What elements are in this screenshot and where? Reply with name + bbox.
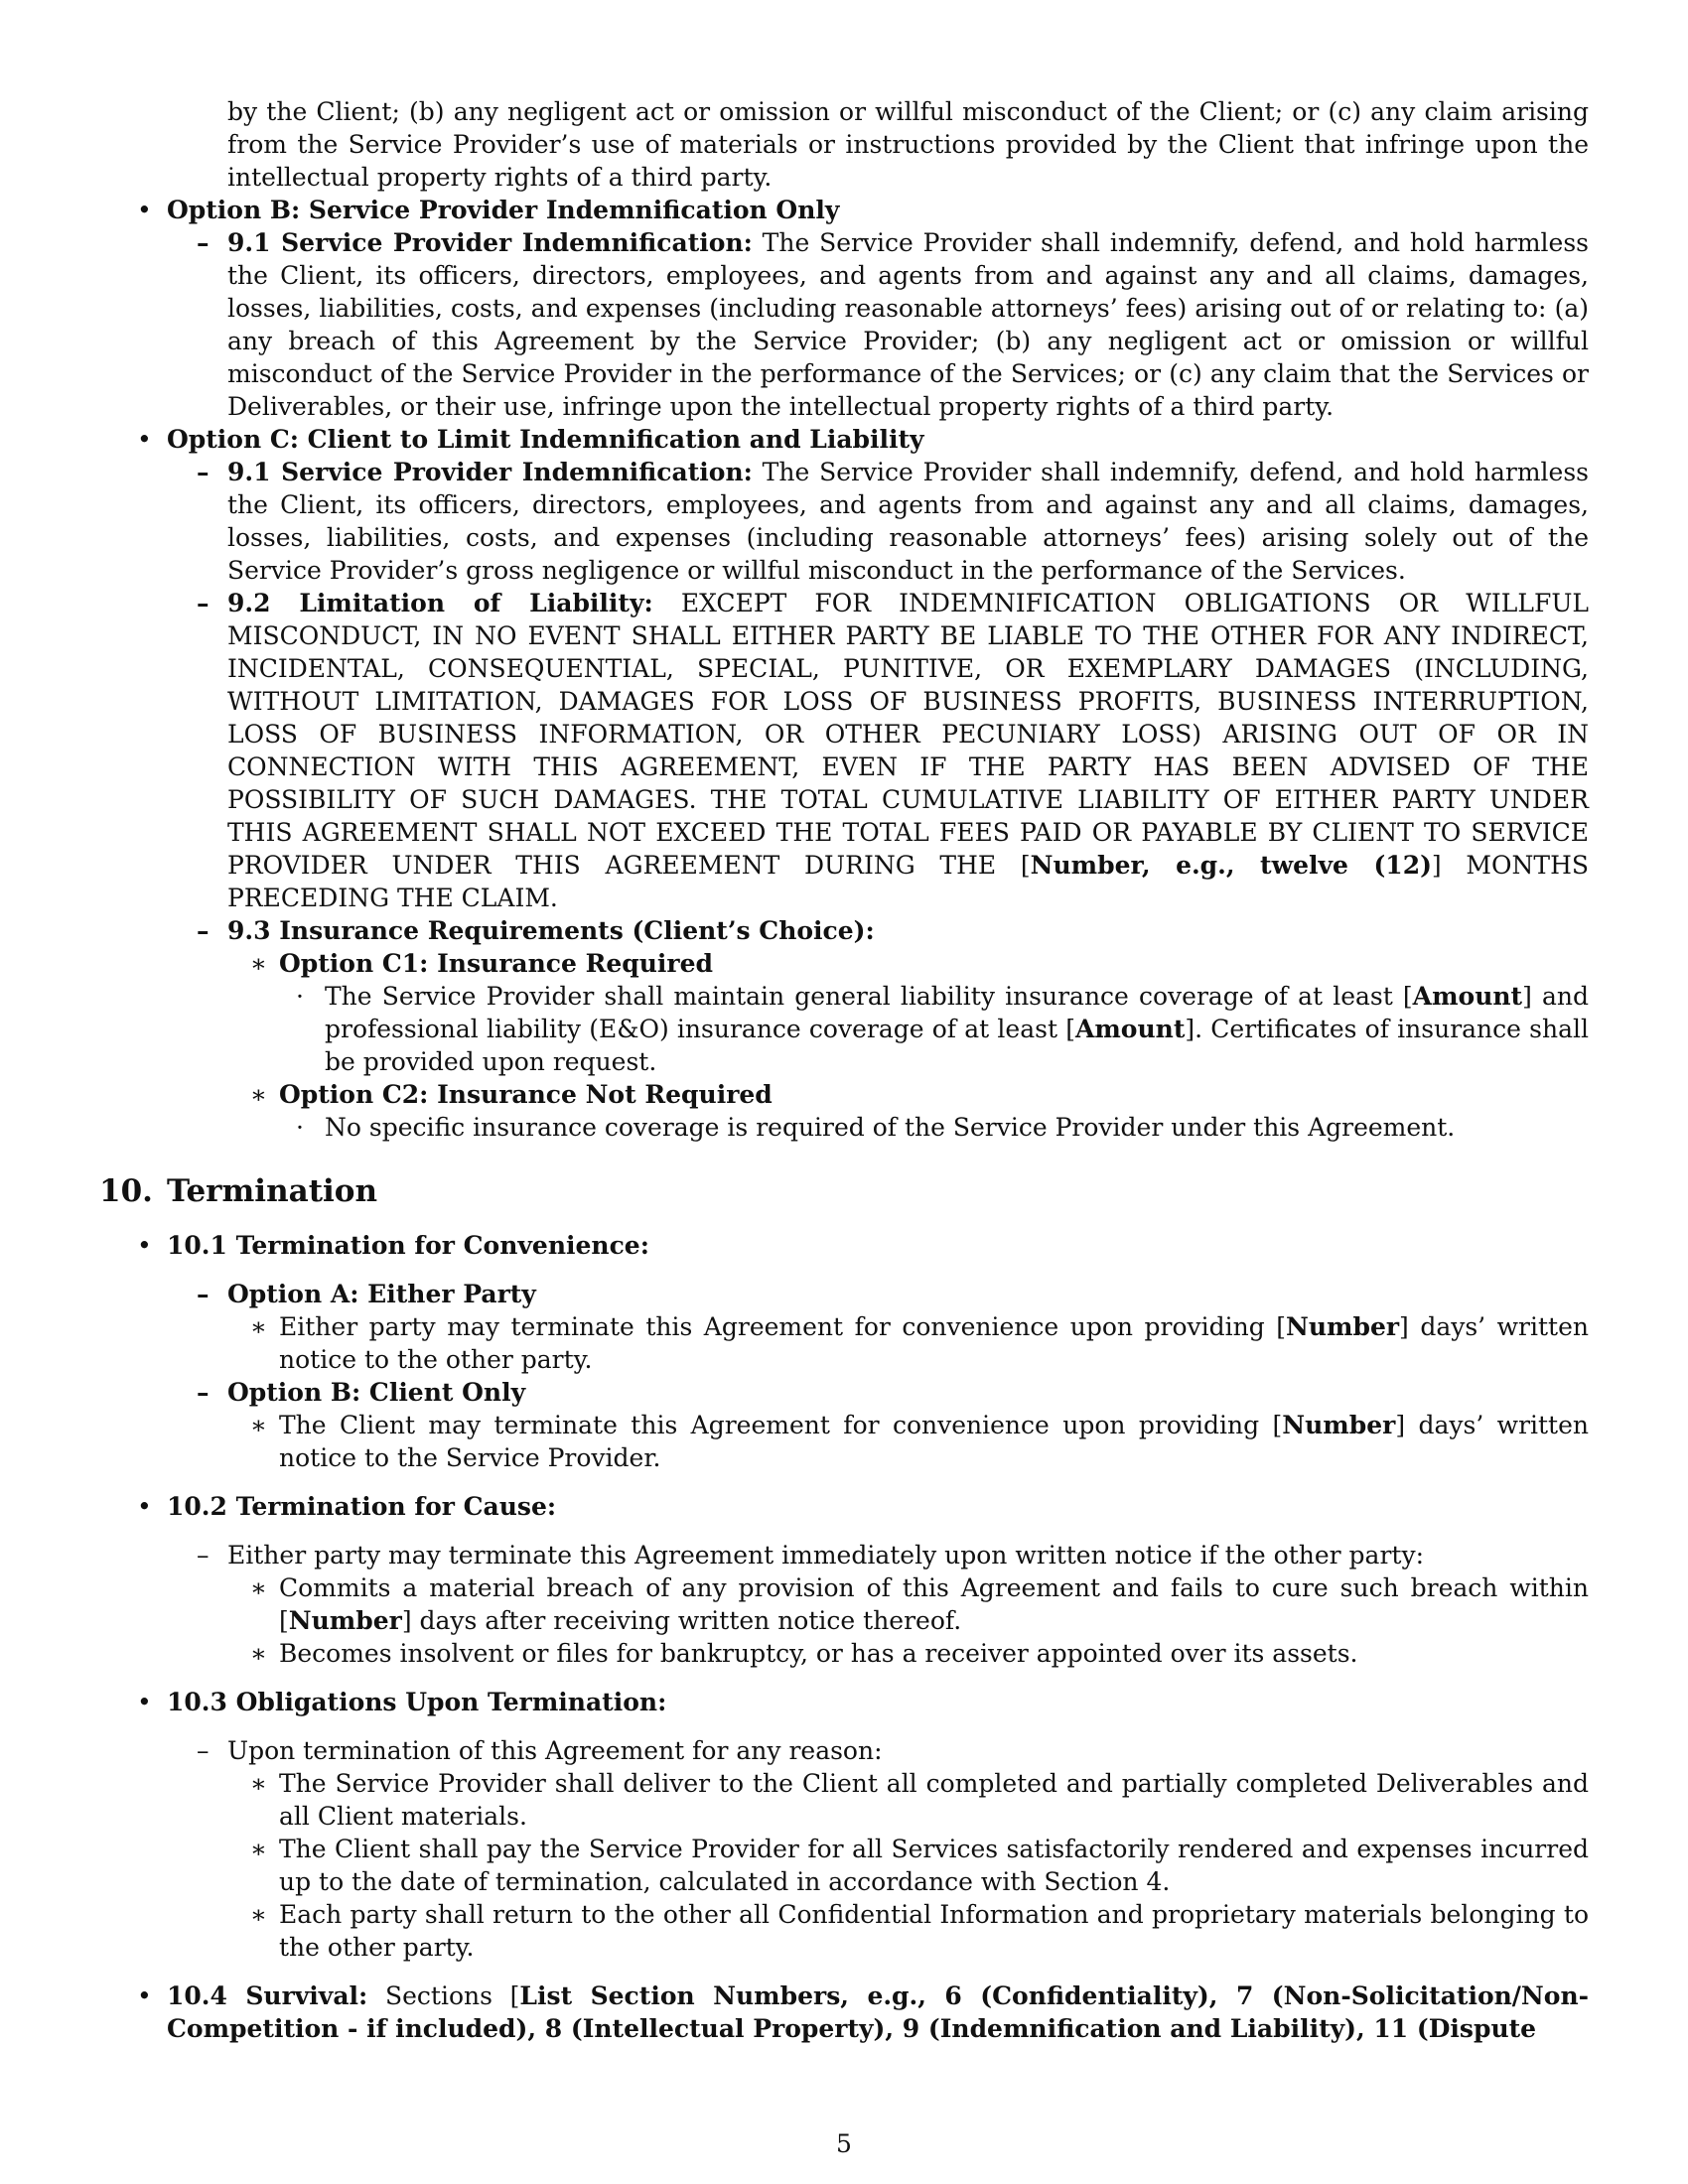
option-b-client-heading: Option B: Client Only bbox=[227, 1378, 526, 1407]
clause-text: EXCEPT FOR INDEMNIFICATION OBLIGATIONS OR WILLFUL MISCONDUCT, IN NO EVENT SHALL EITHER PARTY BE LIABLE TO THE OTHER FOR ANY INDIRECT, INCIDENTAL, CONSEQUENTIAL, SPECIAL, PUNITIVE, OR EXEMPLARY DAMAGES (INCLUDING, WITHOUT LIMITATION, DAMAGES FOR LOSS OF BUSINESS PROFITS, BUSINESS INTERRUPTION, LOSS OF BUSINESS INFORMATION, OR OTHER PECUNIARY LOSS) ARISING OUT OF OR IN CONNECTION WITH THIS AGREEMENT, EVEN IF THE PARTY HAS BEEN ADVISED OF THE POSSIBILITY OF SUCH DAMAGES. THE TOTAL CUMULATIVE LIABILITY OF EITHER PARTY UNDER THIS AGREEMENT SHALL NOT EXCEED THE TOTAL FEES PAID OR PAYABLE BY CLIENT TO SERVICE PROVIDER UNDER THIS AGREEMENT DURING THE [ bbox=[227, 589, 1589, 880]
text-part: ] days’ written notice to the Service Provider. bbox=[279, 1411, 1590, 1472]
clause-label: 10.2 Termination for Cause: bbox=[167, 1492, 557, 1521]
clause-label: 10.1 Termination for Convenience: bbox=[167, 1231, 649, 1260]
item-text: Each party shall return to the other all Confidential Information and proprietary materials belonging to the other party. bbox=[279, 1900, 1589, 1962]
clause-text: The Service Provider shall indemnify, defend, and hold harmless the Client, its officers, directors, employees, and agents from and against any and all claims, damages, losses, liabilities, costs, and expenses (including reasonable attorneys’ fees) arising solely out of the Service Provider’s gross negligence or willful misconduct in the performance of the Services. bbox=[227, 458, 1589, 585]
option-c-clause-9-1 bbox=[99, 456, 1589, 587]
clause-label: 9.3 Insurance Requirements (Client’s Choice): bbox=[227, 916, 875, 945]
option-c1-item bbox=[99, 947, 1589, 980]
star-marker: ∗ bbox=[250, 1312, 267, 1341]
c1-text-c: ]. Certificates of insurance shall be provided upon request. bbox=[325, 1015, 1589, 1076]
clause-10-3 bbox=[99, 1686, 1589, 1718]
option-c-heading: Option C: Client to Limit Indemnification and Liability bbox=[167, 425, 924, 454]
option-a-heading: Option A: Either Party bbox=[227, 1280, 536, 1308]
item-text: Becomes insolvent or files for bankruptcy, or has a receiver appointed over its assets. bbox=[279, 1639, 1358, 1668]
dash-marker: – bbox=[197, 1541, 210, 1570]
bullet-marker: • bbox=[137, 425, 152, 454]
star-marker: ∗ bbox=[250, 1835, 267, 1863]
clause-10-2-intro bbox=[99, 1539, 1589, 1571]
list-item bbox=[99, 1767, 1589, 1833]
continuation-paragraph bbox=[99, 95, 1589, 194]
option-b-client-item bbox=[99, 1376, 1589, 1409]
text-part: Either party may terminate this Agreement for convenience upon providing [ bbox=[279, 1312, 1286, 1341]
clause-10-2 bbox=[99, 1490, 1589, 1523]
star-marker: ∗ bbox=[250, 1080, 267, 1109]
star-marker: ∗ bbox=[250, 1769, 267, 1798]
option-b-heading: Option B: Service Provider Indemnification Only bbox=[167, 196, 840, 224]
bullet-marker: • bbox=[137, 1492, 152, 1521]
star-marker: ∗ bbox=[250, 1573, 267, 1602]
clause-label: 9.1 Service Provider Indemnification: bbox=[227, 458, 753, 486]
clause-label: 9.2 Limitation of Liability: bbox=[227, 589, 653, 617]
list-item bbox=[99, 1571, 1589, 1637]
bullet-marker: • bbox=[137, 1231, 152, 1260]
placeholder-text: Number, e.g., twelve (12) bbox=[1030, 851, 1432, 880]
option-b-item bbox=[99, 194, 1589, 226]
star-marker: ∗ bbox=[250, 949, 267, 978]
option-b-client-text-item bbox=[99, 1409, 1589, 1474]
c1-text-a: The Service Provider shall maintain general liability insurance coverage of at least [ bbox=[325, 982, 1413, 1011]
list-item bbox=[99, 1833, 1589, 1898]
dot-marker: · bbox=[296, 1113, 304, 1142]
option-c2-text-item bbox=[99, 1111, 1589, 1144]
clause-label: 10.4 Survival: bbox=[167, 1981, 368, 2010]
option-c1-text-item bbox=[99, 980, 1589, 1078]
placeholder-number: Number bbox=[1286, 1312, 1400, 1341]
dash-marker: – bbox=[197, 1280, 210, 1308]
section-heading bbox=[99, 1171, 1589, 1211]
dash-marker: – bbox=[197, 916, 210, 945]
c2-text: No specific insurance coverage is required of the Service Provider under this Agreement. bbox=[325, 1113, 1456, 1142]
option-c-clause-9-3 bbox=[99, 914, 1589, 947]
option-c-item bbox=[99, 423, 1589, 456]
dash-marker: – bbox=[197, 1378, 210, 1407]
intro-text: Either party may terminate this Agreement immediately upon written notice if the other party: bbox=[227, 1541, 1425, 1570]
item-text: The Client shall pay the Service Provider for all Services satisfactorily rendered and expenses incurred up to the date of termination, calculated in accordance with Section 4. bbox=[279, 1835, 1589, 1896]
clause-text: The Service Provider shall indemnify, defend, and hold harmless the Client, its officers, directors, employees, and agents from and against any and all claims, damages, losses, liabilities, costs, and expenses (including reasonable attorneys’ fees) arising out of or relating to: (a) any breach of this Agreement by the Service Provider; (b) any negligent act or omission or willful misconduct of the Service Provider in the performance of the Services; or (c) any claim that the Services or Deliverables, or their use, infringe upon the intellectual property rights of a third party. bbox=[227, 228, 1589, 421]
star-marker: ∗ bbox=[250, 1411, 267, 1439]
section-title: Termination bbox=[166, 1173, 378, 1209]
option-c-clause-9-2 bbox=[99, 587, 1589, 914]
placeholder-amount: Amount bbox=[1412, 982, 1523, 1011]
dash-marker: – bbox=[197, 458, 210, 486]
bullet-marker: • bbox=[137, 1981, 152, 2010]
document-page bbox=[99, 95, 1589, 2045]
clause-label: 10.3 Obligations Upon Termination: bbox=[167, 1688, 667, 1716]
dash-marker: – bbox=[197, 228, 210, 257]
clause-text: Sections [ bbox=[384, 1981, 520, 2010]
dash-marker: – bbox=[197, 589, 210, 617]
text-part: ] days after receiving written notice thereof. bbox=[401, 1606, 962, 1635]
clause-10-4 bbox=[99, 1979, 1589, 2045]
option-c1-heading: Option C1: Insurance Required bbox=[279, 949, 713, 978]
placeholder-number: Number bbox=[1282, 1411, 1396, 1439]
intro-text: Upon termination of this Agreement for any reason: bbox=[227, 1736, 883, 1765]
option-a-item bbox=[99, 1278, 1589, 1310]
placeholder-amount: Amount bbox=[1074, 1015, 1186, 1043]
option-a-text-item bbox=[99, 1310, 1589, 1376]
clause-10-1 bbox=[99, 1229, 1589, 1262]
placeholder-text: List Section Numbers, e.g., 6 (Confidentiality), 7 (Non-Solicitation/Non-Competition - if included), 8 (Intellectual Property), 9 (Indemnification and Liability), 11 (Dispute bbox=[167, 1981, 1590, 2043]
list-item bbox=[99, 1637, 1589, 1670]
item-text: The Service Provider shall deliver to the Client all completed and partially completed Deliverables and all Client materials. bbox=[279, 1769, 1589, 1831]
list-item bbox=[99, 1898, 1589, 1964]
section-number: 10. bbox=[99, 1173, 153, 1209]
star-marker: ∗ bbox=[250, 1639, 267, 1668]
page-number: 5 bbox=[836, 2129, 852, 2158]
clause-10-3-intro bbox=[99, 1734, 1589, 1767]
text-part: The Client may terminate this Agreement for convenience upon providing [ bbox=[279, 1411, 1283, 1439]
c1-text-b: ] and professional liability (E&O) insurance coverage of at least [ bbox=[325, 982, 1589, 1043]
bullet-marker: • bbox=[137, 196, 152, 224]
option-b-clause-9-1 bbox=[99, 226, 1589, 423]
text-part: Commits a material breach of any provision of this Agreement and fails to cure such breach within [ bbox=[279, 1573, 1589, 1635]
bullet-marker: • bbox=[137, 1688, 152, 1716]
option-c2-heading: Option C2: Insurance Not Required bbox=[279, 1080, 773, 1109]
placeholder-number: Number bbox=[288, 1606, 402, 1635]
continuation-text: by the Client; (b) any negligent act or omission or willful misconduct of the Client; or (c) any claim arising from the Service Provider’s use of materials or instructions provided by the Client that infringe upon the intellectual property rights of a third party. bbox=[227, 97, 1589, 192]
clause-label: 9.1 Service Provider Indemnification: bbox=[227, 228, 753, 257]
star-marker: ∗ bbox=[250, 1900, 267, 1929]
text-part: ] days’ written notice to the other party. bbox=[279, 1312, 1589, 1374]
option-c2-item bbox=[99, 1078, 1589, 1111]
clause-text-tail: ] MONTHS PRECEDING THE CLAIM. bbox=[227, 851, 1589, 912]
dot-marker: · bbox=[296, 982, 304, 1011]
dash-marker: – bbox=[197, 1736, 210, 1765]
